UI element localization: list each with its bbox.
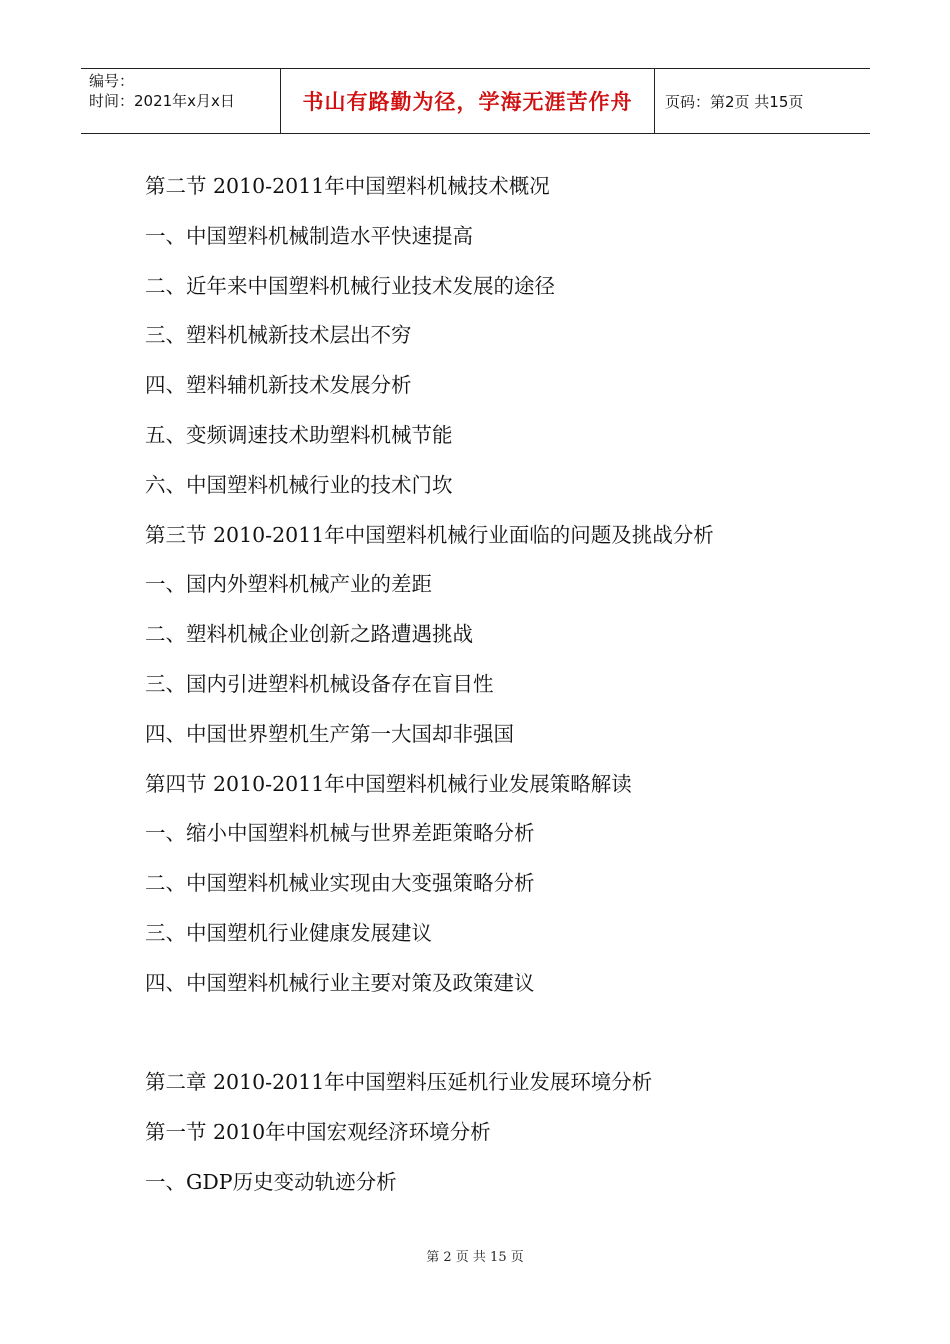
toc-item: 二、塑料机械企业创新之路遭遇挑战 [145,622,473,647]
toc-item: 第一节 2010年中国宏观经济环境分析 [145,1120,491,1145]
toc-item: 五、变频调速技术助塑料机械节能 [145,422,453,447]
toc-item: 一、GDP历史变动轨迹分析 [145,1169,397,1194]
toc-item: 一、国内外塑料机械产业的差距 [145,572,432,597]
toc-item: 三、中国塑机行业健康发展建议 [145,920,432,945]
time-label: 时间：2021年x月x日 [89,92,235,110]
toc-item: 六、中国塑料机械行业的技术门坎 [145,472,453,497]
table-of-contents [145,164,865,1210]
serial-label: 编号： [89,72,135,90]
toc-item: 二、近年来中国塑料机械行业技术发展的途径 [145,273,555,298]
toc-item: 一、中国塑料机械制造水平快速提高 [145,223,473,248]
header-page-label: 页码：第2页 共15页 [665,92,804,111]
toc-item: 第四节 2010-2011年中国塑料机械行业发展策略解读 [145,771,632,796]
toc-item: 四、中国世界塑机生产第一大国却非强国 [145,721,514,746]
page-footer: 第 2 页 共 15 页 [426,1250,524,1265]
toc-item: 三、塑料机械新技术层出不穷 [145,323,412,348]
toc-item: 二、中国塑料机械业实现由大变强策略分析 [145,871,535,896]
toc-item: 三、国内引进塑料机械设备存在盲目性 [145,671,494,696]
header-motto: 书山有路勤为径，学海无涯苦作舟 [281,69,655,133]
toc-item: 第二章 2010-2011年中国塑料压延机行业发展环境分析 [145,1070,653,1095]
header-meta [81,69,281,133]
toc-item: 四、中国塑料机械行业主要对策及政策建议 [145,970,535,995]
page-header [81,68,870,134]
toc-spacer [145,1011,865,1061]
toc-item: 四、塑料辅机新技术发展分析 [145,373,412,398]
toc-item: 第二节 2010-2011年中国塑料机械技术概况 [145,174,550,198]
toc-item: 第三节 2010-2011年中国塑料机械行业面临的问题及挑战分析 [145,522,714,547]
toc-item: 一、缩小中国塑料机械与世界差距策略分析 [145,821,535,846]
